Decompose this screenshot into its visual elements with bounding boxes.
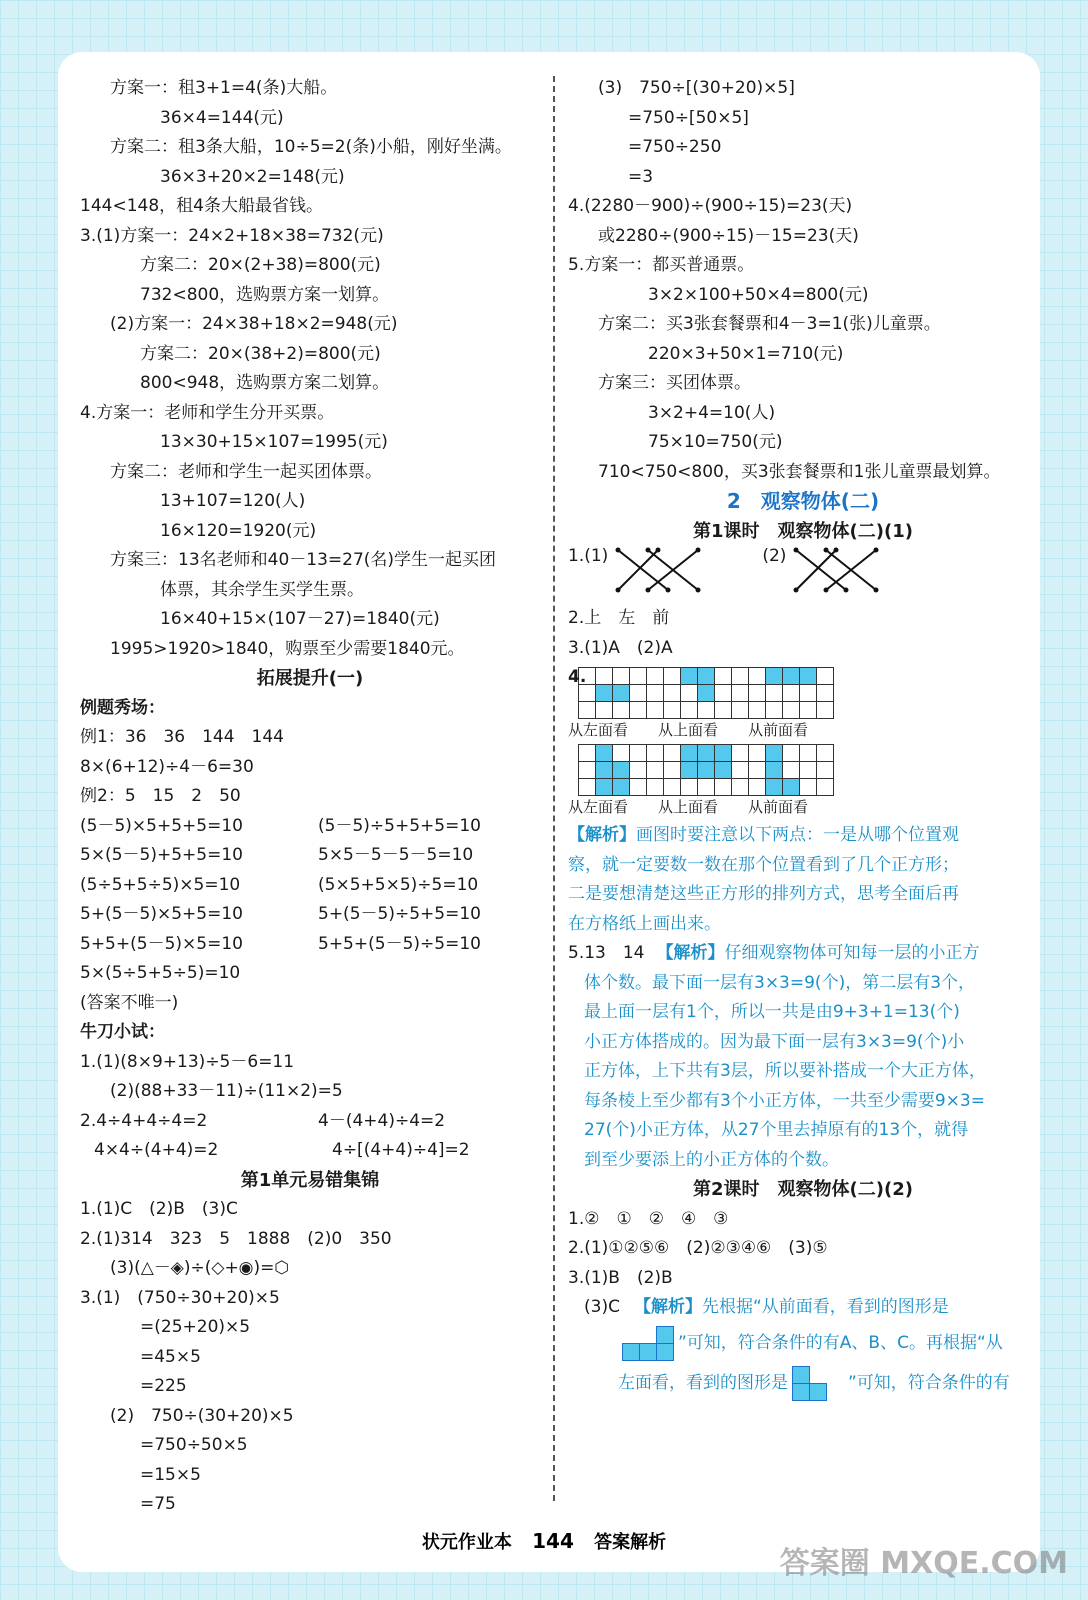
grid-cell [715,779,732,796]
answer-line: 体票，其余学生买学生票。 [160,579,364,600]
unit-title: 2 观察物体(二) [726,489,880,513]
analysis-tag: 【解析】 [656,943,725,963]
subsection-label: 例题秀场： [80,697,165,718]
grid-cell [596,685,613,702]
grid-cell [681,779,698,796]
grid-cell [596,668,613,685]
grid-cell [715,685,732,702]
grid-cell [749,762,766,779]
grid-cell [732,779,749,796]
answer-line: =3 [628,166,654,187]
grid-cell [630,779,647,796]
subsection-label: 牛刀小试： [80,1022,165,1042]
matching-line [618,550,668,590]
grid-cell [681,762,698,779]
section-title: 拓展提升(一) [256,668,364,689]
answer-line: 36×3+20×2=148(元) [160,166,345,187]
matching-dot [794,588,799,593]
page-number: 144 [532,1529,574,1553]
answer-line: 3×2×100+50×4=800(元) [648,284,869,305]
grid-cell [596,762,613,779]
analysis-text: 左面看，看到的图形是 [618,1372,788,1393]
answer-line: 方案二：租3条大船，10÷5=2(条)小船，刚好坐满。 [110,137,512,157]
grid-cell [817,745,834,762]
grid-cell [647,668,664,685]
answer-left: (5－5)×5+5+5=10 [80,815,243,836]
question-number: 4. [568,667,587,687]
grid-three-views-b [578,744,834,796]
analysis-text: 在方格纸上画出来。 [568,913,721,934]
answer-line: 3×2+4=10(人) [648,402,776,423]
answer-line: =750÷250 [628,137,722,157]
analysis-text: 二是要想清楚这些正方形的排列方式，思考全面后再 [568,884,959,904]
view-caption: 从左面看 [568,798,629,816]
grid-cell [596,702,613,719]
grid-cell [579,685,596,702]
matching-dot [834,548,839,553]
answer-line: (3) 750÷[(30+20)×5] [598,78,795,98]
view-grid-row-1 [578,667,1038,719]
answer-line: 方案三：13名老师和40－13=27(名)学生一起买团 [110,550,497,570]
grid-cell [800,702,817,719]
analysis-line [568,1146,1038,1176]
shape-square [622,1343,640,1361]
answer-right: 5+(5－5)÷5+5=10 [318,904,481,924]
analysis-text: 画图时要注意以下两点：一是从哪个位置观 [636,825,959,845]
analysis-line [568,910,1038,940]
analysis-line [568,880,1038,910]
answer-left: (5÷5+5÷5)×5=10 [80,874,241,895]
analysis-text: 最上面一层有1个，所以一共是由9+3+1=13(个) [584,1002,960,1022]
answer-line: 16×120=1920(元) [160,520,317,541]
grid-cell [698,702,715,719]
matching-dot [646,548,651,553]
grid-cell [817,685,834,702]
answer-line: =225 [140,1376,187,1396]
question-number: 1.(1) [568,546,609,566]
answer-right: 4÷[(4+4)÷4]=2 [332,1140,470,1160]
right-column [568,74,1038,1403]
grid-cell [817,762,834,779]
grid-cell [766,779,783,796]
grid-cell [749,668,766,685]
grid-cell [664,762,681,779]
grid-cell [749,685,766,702]
answer-line: =750÷[50×5] [628,107,749,128]
analysis-line [568,969,1038,999]
grid-cell [630,762,647,779]
answer-line: 144<148，租4条大船最省钱。 [80,196,323,216]
answer-line: (3)(△－◈)÷(◇+◉)=⬡ [110,1258,290,1278]
answer-right: 5×5－5－5－5=10 [318,845,474,865]
grid-cell [647,779,664,796]
grid-cell [698,779,715,796]
grid-cell [715,745,732,762]
answer-line: 5.方案一：都买普通票。 [568,255,755,275]
analysis-line [568,939,1038,969]
matching-dot [646,588,651,593]
answer-line: 1.(1)(8×9+13)÷5－6=11 [80,1051,295,1072]
grid-cell [681,685,698,702]
matching-dot [844,588,849,593]
grid-cell [783,745,800,762]
grid-cell [698,745,715,762]
answer-left: 5+5+(5－5)×5=10 [80,933,243,954]
matching-dot [616,588,621,593]
grid-cell [579,779,596,796]
answer-left: 2.4÷4+4÷4=2 [80,1110,208,1131]
grid-cell [766,762,783,779]
grid-cell [800,762,817,779]
grid-cell [783,779,800,796]
grid-cell [681,702,698,719]
grid-cell [647,762,664,779]
grid-cell [732,702,749,719]
answer-pair-row [80,841,540,871]
answer-pair-row [80,900,540,930]
grid-cell [681,745,698,762]
footer-book-title: 状元作业本 [421,1532,512,1553]
answer-line: 3.(1)B (2)B [568,1267,673,1288]
shape-square [792,1383,810,1401]
grid-cell [749,702,766,719]
analysis-tag: 【解析】 [633,1297,702,1317]
grid-cell [715,762,732,779]
note-line: (答案不唯一) [80,992,179,1013]
grid-cell [783,702,800,719]
grid-cell [681,668,698,685]
grid-cell [800,745,817,762]
answer-line: 732<800，选购票方案一划算。 [140,284,390,305]
grid-cell [613,762,630,779]
grid-cell [647,685,664,702]
analysis-line [568,1028,1038,1058]
grid-cell [630,685,647,702]
grid-cell [664,745,681,762]
shape-square [656,1343,674,1361]
matching-dot [874,548,879,553]
matching-dot [874,588,879,593]
answer-line: (2)方案一：24×38+18×2=948(元) [110,314,398,334]
grid-cell [766,745,783,762]
grid-cell [596,779,613,796]
shape-square [792,1366,810,1384]
grid-cell [664,702,681,719]
answer-line: 5×(5÷5+5÷5)=10 [80,963,241,983]
answer-right: 4－(4+4)÷4=2 [318,1110,446,1131]
answer-line: 220×3+50×1=710(元) [648,343,844,364]
analysis-line [568,1116,1038,1146]
analysis-line [568,1293,1038,1323]
answer-left: 4×4÷(4+4)=2 [94,1140,219,1160]
grid-cell [630,668,647,685]
left-view-shape [792,1366,844,1400]
grid-cell [749,779,766,796]
footer-section: 答案解析 [594,1532,667,1553]
analysis-line [568,1057,1038,1087]
analysis-line [568,998,1038,1028]
answer-line: 或2280÷(900÷15)－15=23(天) [598,225,859,246]
analysis-line [568,851,1038,881]
analysis-line [568,1363,1038,1403]
grid-cell [800,685,817,702]
shape-square [809,1383,827,1401]
answer-line: 13+107=120(人) [160,491,306,511]
view-captions [568,719,1038,740]
grid-cell [732,745,749,762]
matching-dot [824,548,829,553]
answer-left: 5×(5－5)+5+5=10 [80,845,243,865]
shape-square [639,1343,657,1361]
answer-line: 3.(1) (750÷30+20)×5 [80,1287,280,1308]
grid-cell [647,702,664,719]
answer-right: (5×5+5×5)÷5=10 [318,874,479,895]
answer-line: 800<948，选购票方案二划算。 [140,373,390,393]
analysis-line [568,821,1038,851]
grid-cell [732,668,749,685]
answer-line: 13×30+15×107=1995(元) [160,432,388,452]
grid-cell [732,685,749,702]
answer-line: 710<750<800，买3张套餐票和1张儿童票最划算。 [598,461,1001,482]
view-captions [568,796,1038,817]
grid-cell [647,745,664,762]
answer-line: =45×5 [140,1346,201,1367]
analysis-text: 每条棱上至少都有3个小正方体，一共至少需要9×3= [584,1090,985,1111]
answer-line: 1995>1920>1840，购票至少需要1840元。 [110,638,465,659]
grid-cell [817,702,834,719]
analysis-line [568,1323,1038,1363]
grid-cell [664,685,681,702]
answer-line: 方案二：买3张套餐票和4－3=1(张)儿童票。 [598,314,941,334]
analysis-text: ”可知，符合条件的有A、B、C。再根据“从 [678,1332,1003,1353]
answer-line: 75×10=750(元) [648,432,783,452]
question-1-matching [568,546,1038,604]
answer-line: =(25+20)×5 [140,1317,251,1337]
answer-line: =15×5 [140,1464,201,1485]
grid-cell [783,762,800,779]
answer-line: 方案二：20×(38+2)=800(元) [140,343,381,364]
grid-cell [698,762,715,779]
answer-line: =75 [140,1494,176,1514]
analysis-text: 体个数。最下面一层有3×3=9(个)，第二层有3个， [584,972,976,993]
answer-line: 方案三：买团体票。 [598,373,751,393]
question-number: (2) [762,546,787,566]
analysis-text: 小正方体搭成的。因为最下面一层有3×3=9(个)小 [584,1031,965,1052]
answer-line: 8×(6+12)÷4－6=30 [80,756,254,777]
lesson-title: 第2课时 观察物体(二)(2) [693,1179,913,1200]
grid-cell [630,745,647,762]
analysis-text: 仔细观察物体可知每一层的小正方 [724,943,980,963]
matching-dot [794,548,799,553]
answer-line: 3.(1)方案一：24×2+18×38=732(元) [80,225,384,246]
answer-line: 4.方案一：老师和学生分开买票。 [80,402,335,423]
analysis-text: 正方体，上下共有3层，所以要补搭成一个大正方体， [584,1061,986,1081]
grid-cell [783,685,800,702]
shape-square [656,1326,674,1344]
column-divider [553,76,555,1501]
lesson-title: 第1课时 观察物体(二)(1) [693,520,913,542]
analysis-line [568,1087,1038,1117]
answer-line: (2) 750÷(30+20)×5 [110,1405,294,1426]
answer-line: 1.(1)C (2)B (3)C [80,1199,238,1219]
matching-line [796,550,846,590]
grid-cell [579,762,596,779]
analysis-text: 27(个)小正方体，从27个里去掉原有的13个，就得 [584,1120,969,1140]
answer-pair-row [80,930,540,960]
analysis-text: 察，就一定要数一数在那个位置看到了几个正方形； [568,854,959,875]
matching-diagram-1 [608,546,708,594]
section-title: 第1单元易错集锦 [240,1169,380,1191]
answer-text: 5.13 14 [568,943,645,963]
grid-cell [613,702,630,719]
grid-cell [766,685,783,702]
answer-line: 2.(1)314 323 5 1888 (2)0 350 [80,1228,392,1249]
view-caption: 从上面看 [658,721,719,739]
answer-line: 4.(2280－900)÷(900÷15)=23(天) [568,196,853,216]
analysis-text: ”可知，符合条件的有 [848,1372,1010,1393]
matching-dot [656,548,661,553]
grid-cell [800,779,817,796]
grid-cell [579,702,596,719]
matching-dot [696,548,701,553]
answer-line: 方案一：租3+1=4(条)大船。 [110,78,338,98]
grid-cell [715,668,732,685]
grid-cell [613,685,630,702]
grid-cell [715,702,732,719]
answer-line: 16×40+15×(107－27)=1840(元) [160,609,440,629]
answer-pair-row [80,871,540,901]
left-column [80,74,540,1520]
view-caption: 从上面看 [658,798,719,816]
view-caption: 从左面看 [568,721,629,739]
grid-cell [579,745,596,762]
answer-line: 例1：36 36 144 144 [80,727,284,747]
matching-diagram-2 [786,546,886,594]
grid-cell [596,745,613,762]
answer-line: 2.上 左 前 [568,608,670,628]
grid-cell [613,779,630,796]
answer-line: 例2：5 15 2 50 [80,786,241,806]
answer-pair-row [80,1107,540,1137]
answer-line: 36×4=144(元) [160,107,284,128]
matching-dot [616,548,621,553]
answer-line: (2)(88+33－11)÷(11×2)=5 [110,1081,343,1101]
view-caption: 从前面看 [748,721,809,739]
matching-dot [824,588,829,593]
grid-cell [817,779,834,796]
answer-pair-row [80,1136,540,1166]
answer-text: (3)C [584,1297,620,1317]
grid-cell [698,668,715,685]
view-caption: 从前面看 [748,798,809,816]
grid-cell [630,702,647,719]
answer-right: (5－5)÷5+5+5=10 [318,815,481,836]
answer-line: 3.(1)A (2)A [568,637,673,658]
answer-left: 5+(5－5)×5+5=10 [80,904,243,924]
analysis-tag: 【解析】 [568,825,636,845]
grid-cell [664,668,681,685]
grid-cell [732,762,749,779]
answer-pair-row [80,812,540,842]
grid-cell [800,668,817,685]
answer-line: =750÷50×5 [140,1435,248,1455]
answer-line: 1.② ① ② ④ ③ [568,1208,729,1229]
answer-right: 5+5+(5－5)÷5=10 [318,933,481,954]
grid-three-views-a [578,667,834,719]
grid-cell [749,745,766,762]
analysis-text: 到至少要添上的小正方体的个数。 [584,1149,839,1170]
grid-cell [817,668,834,685]
matching-dot [696,588,701,593]
grid-cell [766,668,783,685]
grid-cell [698,685,715,702]
answer-line: 方案二：20×(2+38)=800(元) [140,255,381,275]
front-view-shape [622,1326,674,1360]
watermark-logo: 答案圈 MXQE.COM [779,1546,1068,1581]
matching-dot [666,588,671,593]
grid-cell [766,702,783,719]
grid-cell [664,779,681,796]
grid-cell [613,745,630,762]
view-grid-row-2 [578,744,1038,796]
analysis-text: 先根据“从前面看，看到的图形是 [701,1297,949,1317]
answer-line: 2.(1)①②⑤⑥ (2)②③④⑥ (3)⑤ [568,1238,828,1258]
grid-cell [613,668,630,685]
grid-cell [783,668,800,685]
question-4-views [568,667,1038,817]
answer-line: 方案二：老师和学生一起买团体票。 [110,461,382,482]
